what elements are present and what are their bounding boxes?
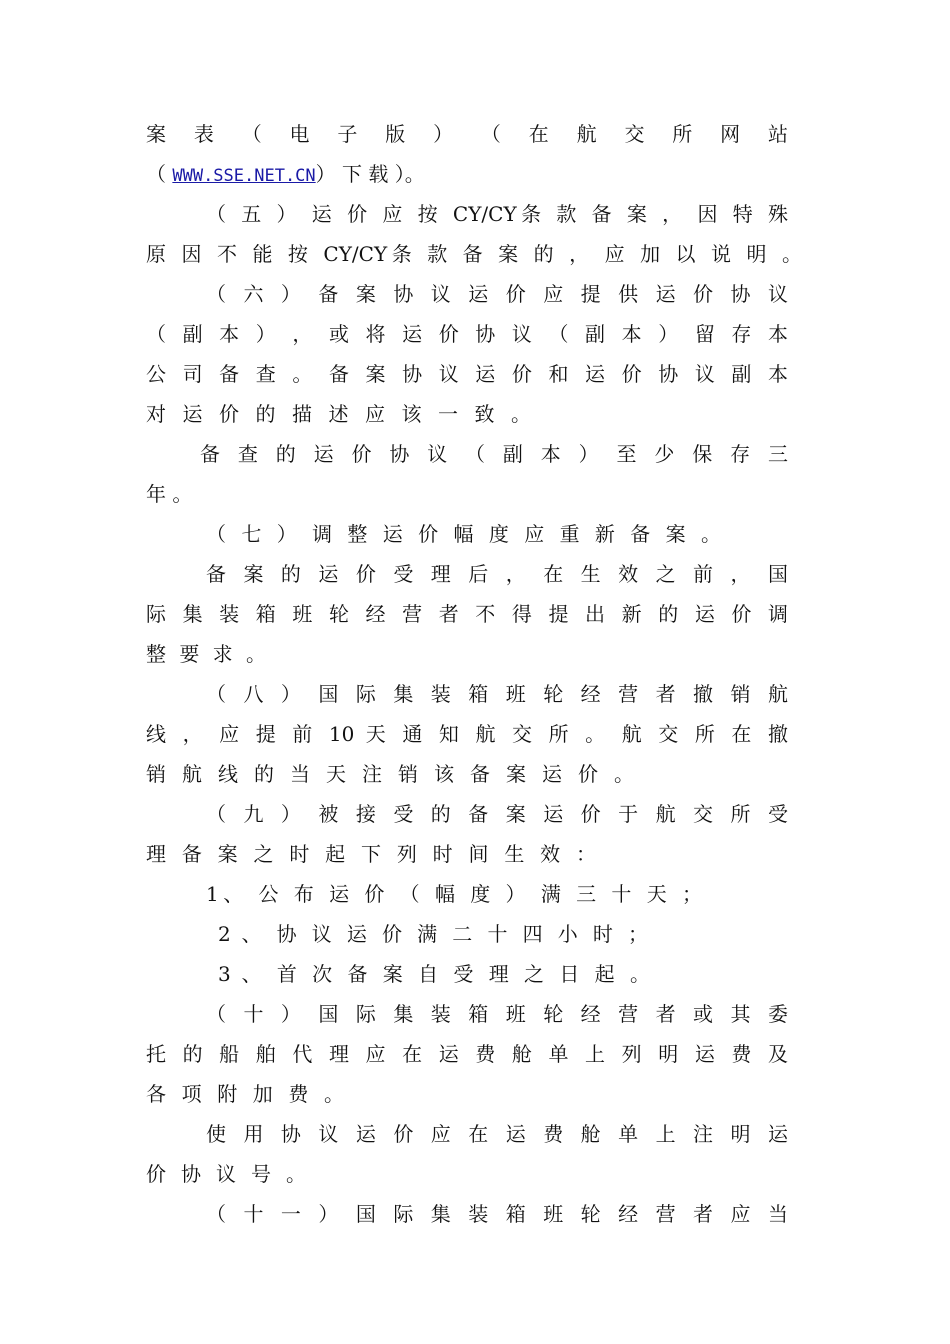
text-line: 使 用 协 议 运 价 应 在 运 费 舱 单 上 注 明 运 bbox=[206, 1122, 788, 1146]
text-line: （ 七 ） 调 整 运 价 幅 度 应 重 新 备 案 。 bbox=[206, 522, 721, 546]
text-line: 备 查 的 运 价 协 议 （ 副 本 ） 至 少 保 存 三 bbox=[200, 442, 788, 466]
text-line: 整 要 求 。 bbox=[146, 642, 266, 666]
text-line: 价 协 议 号 。 bbox=[146, 1162, 306, 1186]
text-line: 案 表 （ 电 子 版 ） （ 在 航 交 所 网 站 bbox=[146, 122, 788, 146]
text-fragment: （ bbox=[146, 162, 173, 186]
text-line: 2 、 协 议 运 价 满 二 十 四 小 时 ； bbox=[218, 922, 648, 946]
text-line: 原 因 不 能 按 CY/CY条 款 备 案 的 ， 应 加 以 说 明 。 bbox=[146, 242, 802, 266]
text-line: 线 ， 应 提 前 10 天 通 知 航 交 所 。 航 交 所 在 撤 bbox=[146, 722, 788, 746]
text-line: （ 六 ） 备 案 协 议 运 价 应 提 供 运 价 协 议 bbox=[206, 282, 788, 306]
text-line bbox=[146, 154, 476, 194]
text-line: 1、 公 布 运 价 （ 幅 度 ） 满 三 十 天 ； bbox=[206, 882, 702, 906]
text-line: 备 案 的 运 价 受 理 后 ， 在 生 效 之 前 ， 国 bbox=[206, 562, 788, 586]
text-line: （ 九 ） 被 接 受 的 备 案 运 价 于 航 交 所 受 bbox=[206, 802, 788, 826]
text-line: （ 十 ） 国 际 集 装 箱 班 轮 经 营 者 或 其 委 bbox=[206, 1002, 788, 1026]
text-line: 对 运 价 的 描 述 应 该 一 致 。 bbox=[146, 402, 531, 426]
text-line: 理 备 案 之 时 起 下 列 时 间 生 效 ： bbox=[146, 842, 596, 866]
text-fragment: ） 下 载 ）。 bbox=[315, 162, 425, 186]
text-line: （ 八 ） 国 际 集 装 箱 班 轮 经 营 者 撤 销 航 bbox=[206, 682, 788, 706]
text-line: 年 。 bbox=[146, 482, 193, 506]
text-line: 各 项 附 加 费 。 bbox=[146, 1082, 344, 1106]
text-line: 销 航 线 的 当 天 注 销 该 备 案 运 价 。 bbox=[146, 762, 634, 786]
text-line: （ 十 一 ） 国 际 集 装 箱 班 轮 经 营 者 应 当 bbox=[206, 1202, 788, 1226]
text-line: 3 、 首 次 备 案 自 受 理 之 日 起 。 bbox=[218, 962, 650, 986]
text-line: 公 司 备 查 。 备 案 协 议 运 价 和 运 价 协 议 副 本 bbox=[146, 362, 788, 386]
website-link[interactable]: WWW.SSE.NET.CN bbox=[172, 166, 316, 186]
text-line: （ 五 ） 运 价 应 按 CY/CY条 款 备 案 ， 因 特 殊 bbox=[206, 202, 788, 226]
text-line: 托 的 船 舶 代 理 应 在 运 费 舱 单 上 列 明 运 费 及 bbox=[146, 1042, 788, 1066]
text-line: （ 副 本 ） ， 或 将 运 价 协 议 （ 副 本 ） 留 存 本 bbox=[146, 322, 788, 346]
text-line: 际 集 装 箱 班 轮 经 营 者 不 得 提 出 新 的 运 价 调 bbox=[146, 602, 788, 626]
